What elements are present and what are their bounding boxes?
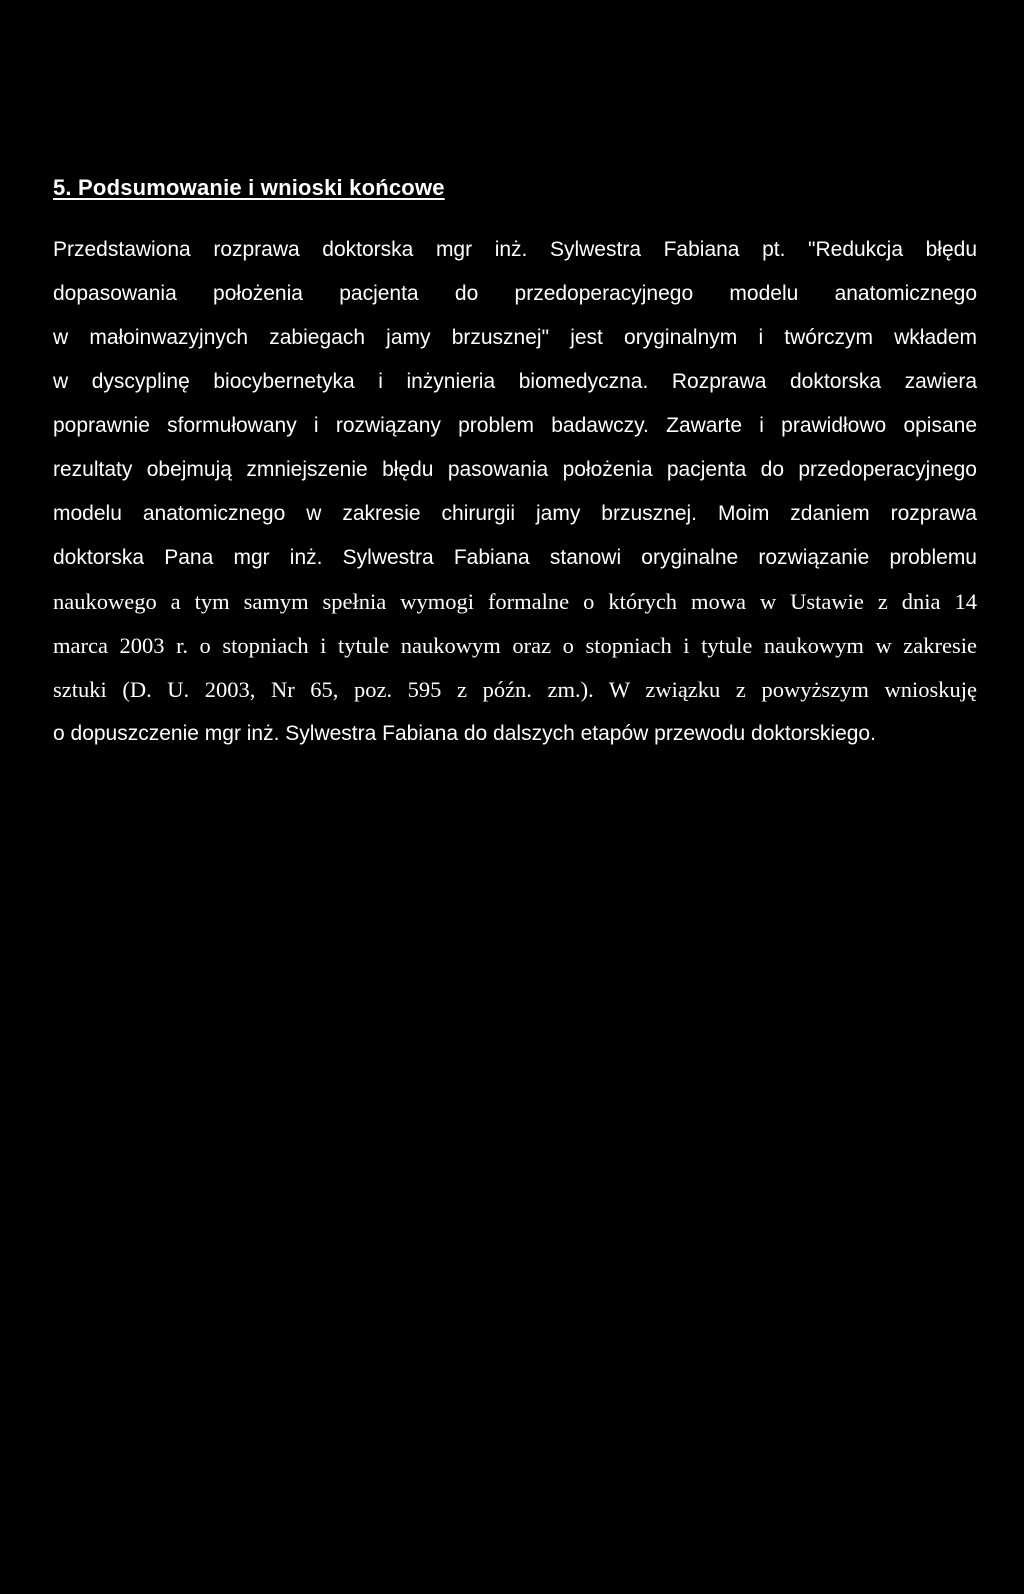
paragraph-line: w małoinwazyjnych zabiegach jamy brzusznej" jest oryginalnym i twórczym wkładem [53, 326, 977, 349]
paragraph-line: w dyscyplinę biocybernetyka i inżynieria biomedyczna. Rozprawa doktorska zawiera [53, 370, 977, 393]
paragraph-line: o dopuszczenie mgr inż. Sylwestra Fabiana do dalszych etapów przewodu doktorskiego. [53, 722, 876, 745]
paragraph-line: dopasowania położenia pacjenta do przedoperacyjnego modelu anatomicznego [53, 282, 977, 305]
paragraph-line: naukowego a tym samym spełnia wymogi formalne o których mowa w Ustawie z dnia 14 [53, 589, 977, 614]
paragraph-line: sztuki (D. U. 2003, Nr 65, poz. 595 z późn. zm.). W związku z powyższym wnioskuję [53, 677, 977, 702]
summary-paragraph [53, 228, 977, 756]
section-heading: 5. Podsumowanie i wnioski końcowe [53, 175, 445, 200]
paragraph-line: Przedstawiona rozprawa doktorska mgr inż. Sylwestra Fabiana pt. "Redukcja błędu [53, 238, 977, 261]
paragraph-line: marca 2003 r. o stopniach i tytule naukowym oraz o stopniach i tytule naukowym w zakresie [53, 633, 977, 658]
paragraph-line: poprawnie sformułowany i rozwiązany problem badawczy. Zawarte i prawidłowo opisane [53, 414, 977, 437]
paragraph-line: rezultaty obejmują zmniejszenie błędu pasowania położenia pacjenta do przedoperacyjnego [53, 458, 977, 481]
paragraph-line: doktorska Pana mgr inż. Sylwestra Fabiana stanowi oryginalne rozwiązanie problemu [53, 546, 977, 569]
paragraph-line: modelu anatomicznego w zakresie chirurgii jamy brzusznej. Moim zdaniem rozprawa [53, 502, 977, 525]
